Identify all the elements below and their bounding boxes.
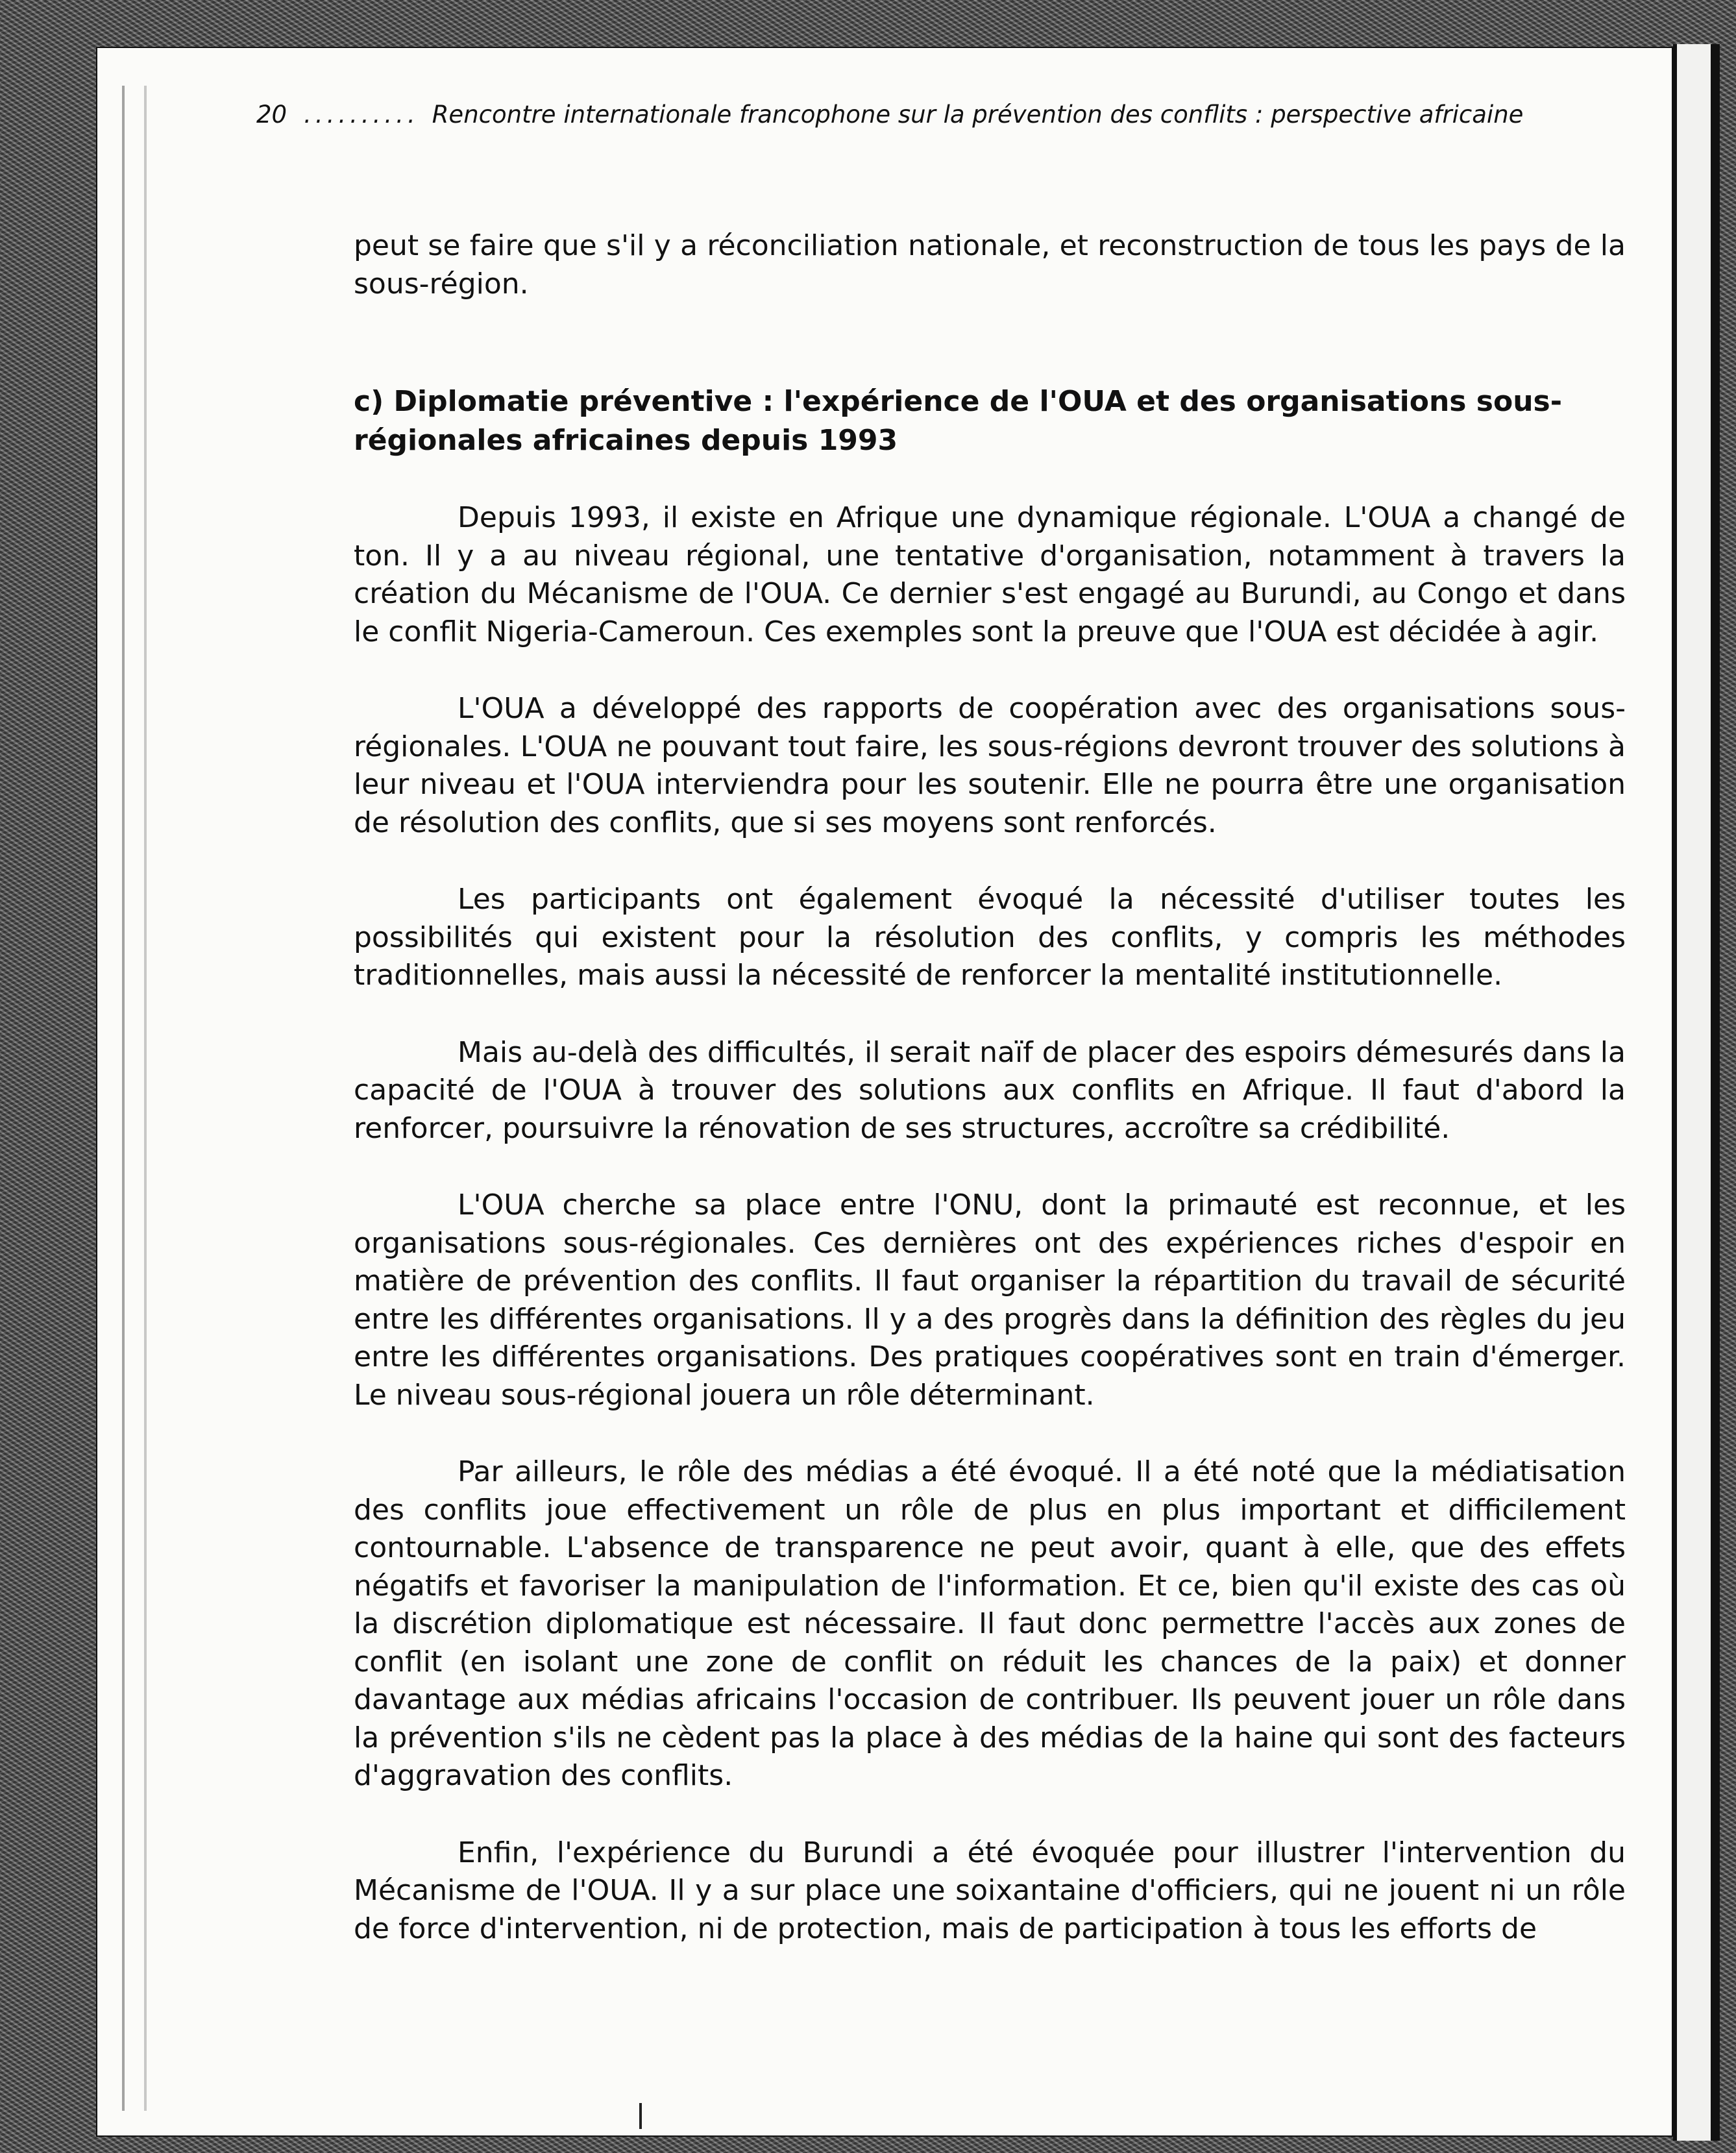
margin-rule [144, 86, 147, 2111]
paragraph: L'OUA a développé des rapports de coopération avec des organisations sous-régionales. L'OUA ne pouvant tout faire, les sous-régions devront trouver des solutions à leur niveau et l'OUA interviendra pour les soutenir. Elle ne pourra être une organisation de résolution des conflits, que si ses moyens sont renforcés. [354, 692, 1626, 839]
paragraph: Par ailleurs, le rôle des médias a été évoqué. Il a été noté que la médiatisation des conflits joue effectivement un rôle de plus en plus important et difficilement contournable. L'absence de transparence ne peut avoir, quant à elle, que des effets négatifs et favoriser la manipulation de l'information. Et ce, bien qu'il existe des cas où la discrétion diplomatique est nécessaire. Il faut donc permettre l'accès aux zones de conflit (en isolant une zone de conflit on réduit les chances de la paix) et donner davantage aux médias africains l'occasion de contribuer. Ils peuvent jouer un rôle dans la prévention s'ils ne cèdent pas la place à des médias de la haine qui sont des facteurs d'aggravation des conflits. [354, 1455, 1626, 1792]
paragraph: Depuis 1993, il existe en Afrique une dynamique régionale. L'OUA a changé de ton. Il y a au niveau régional, une tentative d'organisation, notamment à travers la création du Mécanisme de l'OUA. Ce dernier s'est engagé au Burundi, au Congo et dans le conflit Nigeria-Cameroun. Ces exemples sont la preuve que l'OUA est décidée à agir. [354, 501, 1626, 648]
body-text [354, 227, 1626, 1987]
paragraph: L'OUA cherche sa place entre l'ONU, dont la primauté est reconnue, et les organisations sous-régionales. Ces dernières ont des expériences riches d'espoir en matière de prévention des conflits. Il faut organiser la répartition du travail de sécurité entre les différentes organisations. Il y a des progrès dans la définition des règles du jeu entre les différentes organisations. Des pratiques coopératives sont en train d'émerger. Le niveau sous-régional jouera un rôle déterminant. [354, 1188, 1626, 1412]
book-binding-edge [1673, 44, 1720, 2141]
margin-rule [122, 86, 125, 2111]
scan-mark [639, 2103, 642, 2129]
paragraph: Les participants ont également évoqué la nécessité d'utiliser toutes les possibilités qui existent pour la résolution des conflits, y compris les méthodes traditionnelles, mais aussi la nécessité de renforcer la mentalité institutionnelle. [354, 883, 1626, 992]
paragraph: Enfin, l'expérience du Burundi a été évoquée pour illustrer l'intervention du Mécanisme de l'OUA. Il y a sur place une soixantaine d'officiers, qui ne jouent ni un rôle de force d'intervention, ni de protection, mais de participation à tous les efforts de [354, 1836, 1626, 1945]
page-number: 20 [256, 101, 287, 129]
paragraph: Mais au-delà des difficultés, il serait naïf de placer des espoirs démesurés dans la capacité de l'OUA à trouver des solutions aux conflits en Afrique. Il faut d'abord la renforcer, poursuivre la rénovation de ses structures, accroître sa crédibilité. [354, 1035, 1626, 1145]
running-title: Rencontre internationale francophone sur la prévention des conflits : perspective africaine [432, 101, 1524, 129]
running-header [256, 101, 1639, 153]
leader-dots: .......... [304, 101, 419, 129]
paragraph-continuation: peut se faire que s'il y a réconciliation nationale, et reconstruction de tous les pays de la sous-région. [354, 229, 1626, 301]
section-heading: c) Diplomatie préventive : l'expérience de l'OUA et des organisations sous-régionales africaines depuis 1993 [354, 385, 1562, 457]
